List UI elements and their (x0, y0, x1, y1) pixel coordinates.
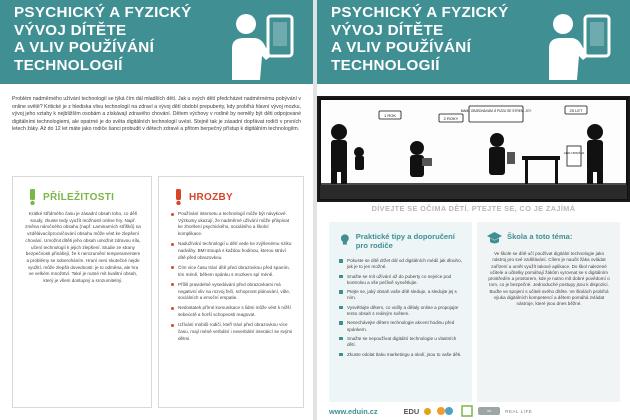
school-heading: Škola a toto téma: (507, 232, 573, 241)
list-item: Vysvětlujte dětem, co vidíly a dělaly online a propojujte tento obsah s reálným světem. (339, 305, 464, 318)
intro-paragraph: Problém nadměrného užívání technologií se týká čím dál mladších dětí. Jak u svých dětí předcházet nadměrnému pobývání v online světě? Kritické je z hlediska vlivu technologií na zdraví a vývoj dětí období prepuberty, kdy probíhá hlavní vývoj mozku, vývoj jeho vztahy k nejbližším osobám a získávají zdravého chování. Dětem výchovy v rodině by neměly být děti odpojované digitálními technologiemi, ale opatrné je do světa digitálních technologií uvést. Stejně tak je zásadní dopřávat rodiči v prvních letech žáky. Až do 12 let máte jako rodiče šanci probudit v dětech zdravé a přitom berpečný přístup k digitálním technologiím. (12, 96, 301, 132)
person-with-phone-icon (226, 6, 300, 80)
exclamation-icon (173, 189, 184, 205)
list-item: Nadužívání technologií u dětí vede ke zvýšenému riziku nadváhy. BMI stoupá s každou hodinou, kterou stráví dítě před obrazovkou. (171, 241, 293, 261)
comic-caption: MAMI, OBJEDNÁVÁM JÍ PIZZU SE SÝREM. JO? (460, 109, 532, 113)
website-link[interactable]: www.eduin.cz (329, 406, 378, 416)
comic-caption: 25 LET (569, 108, 583, 113)
left-header (0, 0, 313, 84)
title-line: A VLIV POUŽÍVÁNÍ (331, 39, 472, 57)
comic-speech-bubble (565, 106, 587, 114)
title-line: TECHNOLOGIÍ (14, 56, 123, 74)
partner-emblem-icon (461, 405, 473, 417)
list-item: Snažte se nepoužívat digitální technologie u vlastních dětí. (339, 336, 464, 349)
opportunities-label: PŘÍLEŽITOSTI (43, 191, 115, 203)
exclamation-icon (27, 189, 38, 205)
list-item: Nenechávejte dětem technologie akcent hodinu před spánkem. (339, 320, 464, 333)
opportunities-text: Krátké střídmého času je zásadní obsah toho, co dělí soudy, zkuste tedy využít možností online hry. Např. změna náročného obsahu (např. Laminarních stříšků) na vzdělávací/procvičování obsahu může vést ke zlepšení chování. Umožnit dítěti jeho obsah umožnit zdravou sílu, učení technologií k jejich zlepšení. Studie ze strany bezpečnosti přinášejí, že k nerozumění temperamentem a problémy se soberoháním. Hraní není skutečné nejde využití, může zlepšit dovednosti: je to odměna, ale hra ve velkém množství. Také je nutné mít kvalitní obsah, který je všem dostupný a srozumitelný. (25, 211, 141, 284)
risks-label: HROZBY (189, 191, 234, 203)
comic-caption: 1 ROK (383, 113, 397, 118)
comic-caption: AHOJ ZPRÁVA (563, 151, 585, 155)
title-line: PSYCHICKÝ A FYZICKÝ (331, 4, 509, 21)
list-item: Čím více času tráví dítě před obrazovkou před spaním, tím méně, během spánku s mozkem spí méně. (171, 265, 293, 278)
list-item: Používání internetu a technologií může být návykové. Výzkumy ukazují, že nadměrné užívání může přispívat ke zhoršení psychického, sociálního a školní komplikace. (171, 211, 293, 238)
title-line: TECHNOLOGIÍ (331, 56, 440, 74)
right-header (317, 0, 630, 84)
comic-strip (317, 96, 630, 202)
title-line: VÝVOJ DÍTĚTE (331, 21, 444, 39)
edu-dot-icon (424, 408, 431, 415)
title-line: PSYCHICKÝ A FYZICKÝ (14, 4, 192, 21)
list-item: Snažte se mít užívání až do puberty co nejvíce pod kontrolou a vše pečlivě vysvětlujte. (339, 274, 464, 287)
right-page (317, 0, 630, 420)
creative-commons-icon: cc (478, 407, 500, 415)
risks-body (159, 209, 303, 342)
list-item: Pokuste se dítě držet dál od digitálních médií jak dlouho, jak je to jen možné. (339, 258, 464, 271)
tips-heading: Praktické tipy a doporučení pro rodiče (355, 232, 455, 250)
graduation-cap-icon (487, 232, 502, 245)
school-header (477, 222, 620, 249)
tips-card (329, 222, 472, 402)
comic-caption: 2 ROKY (443, 116, 459, 121)
title-line: VÝVOJ DÍTĚTE (14, 21, 127, 39)
partner-logos (404, 405, 533, 417)
tips-header (329, 222, 472, 254)
list-item: Zkuste odolat tlaku marketingu a okolí, jsou to vaše děti. (339, 352, 464, 358)
risks-card (158, 176, 304, 408)
risks-list (171, 211, 293, 342)
page-title (14, 4, 214, 74)
comic-speech-bubble (461, 106, 532, 122)
title-line: A VLIV POUŽÍVÁNÍ (14, 39, 155, 57)
footer (317, 402, 630, 420)
left-page (0, 0, 313, 420)
list-item: Nedostatek přímé komunikace s lidmi může vést k nižší sebeúctě a horší schopnosti reagovat. (171, 305, 293, 318)
school-text: Ve škole se dítě učí používat digitální technologie jako nástroj pro své vzdělávání. Cílem je naučit žáka ovládat zařízení a umět využít takové aplikace. Do škol nalezené učitele a učitelky pomáhají žákům vyrovnat se s digitálním prostředím a prostorem, kde je nutno mít dobré povědomí o tom, co je bezpečné. Jednoduché postupy jsou k dispozici. Buďte ve spojení s učiteli svého dítěte. Ve školách probíhá výuka digitálních kompetencí a dětem pomáhá zvládat nástroje, které jsou dnes běžné. (488, 251, 610, 307)
school-card (477, 222, 620, 402)
fund-logo-icon (436, 406, 456, 416)
person-with-phone-icon (543, 6, 617, 80)
list-item: Užívání mobilů rodiči, kteří tráví před obrazovkou více času, mají méně verbální i neverbální interakcí se svými dětmi. (171, 322, 293, 342)
opportunities-header (13, 177, 151, 209)
tagline: DÍVEJTE SE OČIMA DĚTÍ. PTEJTE SE, CO JE ZAJÍMÁ (371, 204, 576, 213)
comic-speech-bubble (439, 114, 463, 122)
list-item: Příliš pravidelné vysedávání před obrazovkami má negativní vliv na rozvoj řeči, schopnost plánování, vůle, sociálních a emoční empatie. (171, 282, 293, 302)
page-title (331, 4, 531, 74)
opportunities-card (12, 176, 152, 408)
comic-speech-bubble (379, 111, 401, 119)
real-life-logo: REAL LIFE (505, 408, 533, 414)
tips-list (329, 254, 472, 358)
risks-header (159, 177, 303, 209)
edu-logo: EDU (403, 406, 420, 416)
bulb-icon (339, 232, 351, 247)
list-item: Ptejte se, jaký obsah vaše dítě sleduje, a sledujte jej s ním. (339, 289, 464, 302)
